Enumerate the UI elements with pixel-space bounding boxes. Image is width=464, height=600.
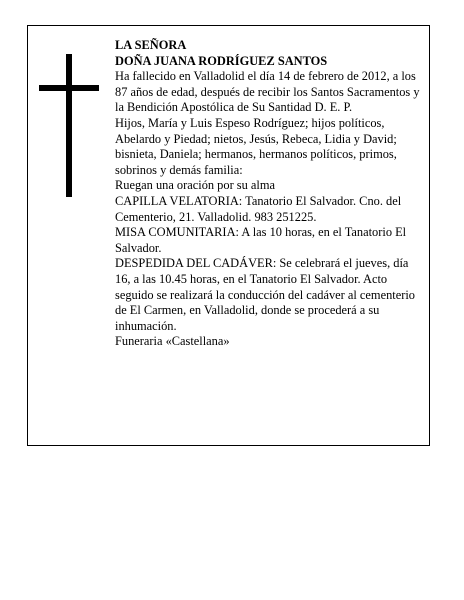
- cross-vertical-bar: [66, 54, 72, 197]
- latin-cross-icon: [39, 54, 99, 197]
- community-mass-paragraph: MISA COMUNITARIA: A las 10 horas, en el Tanatorio El Salvador.: [115, 225, 407, 255]
- farewell-paragraph: DESPEDIDA DEL CADÁVER: Se celebrará el jueves, día 16, a las 10.45 horas, en el Tanatorio El Salvador. Acto seguido se realizará la conducción del cadáver al cementerio de El Carmen, en Valladolid, donde se procederá a su inhumación.: [115, 256, 415, 333]
- deceased-name: DOÑA JUANA RODRÍGUEZ SANTOS: [115, 53, 328, 68]
- notice-title: LA SEÑORA: [115, 38, 187, 52]
- funeral-chapel-paragraph: CAPILLA VELATORIA: Tanatorio El Salvador. Cno. del Cementerio, 21. Valladolid. 983 251225.: [115, 193, 402, 224]
- family-paragraph: Hijos, María y Luis Espeso Rodríguez; hijos políticos, Abelardo y Piedad; nietos, Jesús, Rebeca, Lidia y David; bisnieta, Daniela; hermanos, hermanos políticos, primos, sobrinos y demás familia:: [115, 115, 397, 177]
- death-announcement-paragraph: Ha fallecido en Valladolid el día 14 de febrero de 2012, a los 87 años de edad, después de recibir los Santos Sacramentos y la Bendición Apostólica de Su Santidad D. E. P.: [115, 69, 420, 115]
- cross-horizontal-bar: [39, 85, 99, 91]
- funeral-home-line: Funeraria «Castellana»: [115, 334, 230, 349]
- obituary-text: [115, 38, 425, 350]
- prayer-request-line: Ruegan una oración por su alma: [115, 178, 275, 193]
